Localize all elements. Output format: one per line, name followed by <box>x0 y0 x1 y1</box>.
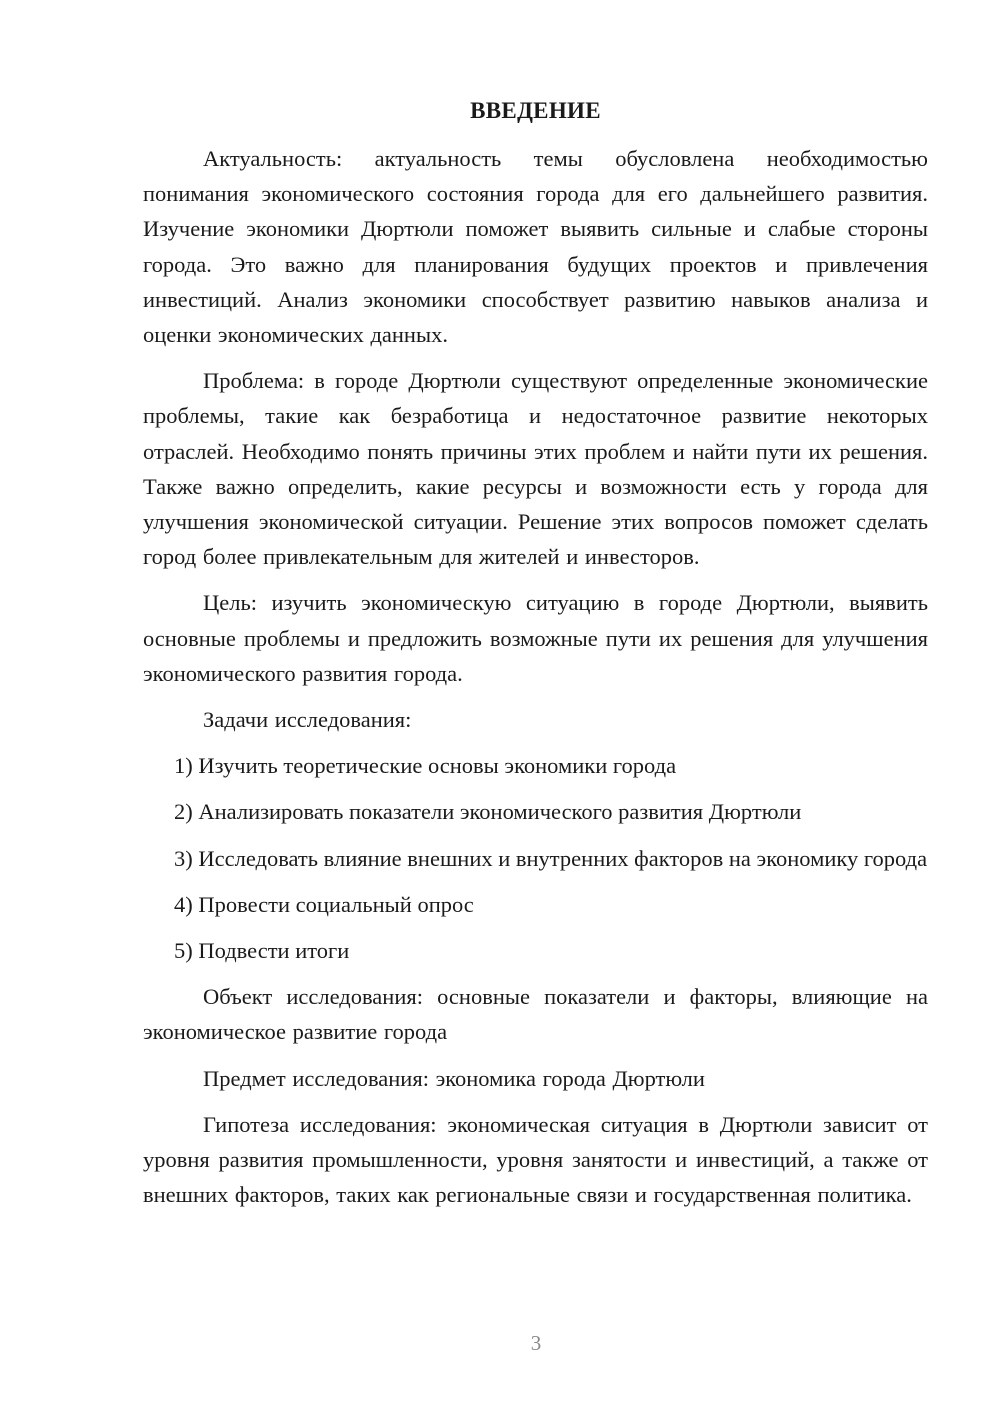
task-item-5: 5) Подвести итоги <box>174 938 350 964</box>
page-number: 3 <box>530 1331 542 1355</box>
paragraph-object: Объект исследования: основные показатели и факторы, влияющие на экономическое развитие города <box>143 984 928 1045</box>
paragraph-relevance: Актуальность: актуальность темы обусловлена необходимостью понимания экономического состояния города для его дальнейшего развития. Изучение экономики Дюртюли поможет выявить сильные и слабые стороны города. Это важно для планирования будущих проектов и привлечения инвестиций. Анализ экономики способствует развитию навыков анализа и оценки экономических данных. <box>143 146 928 348</box>
task-item-1: 1) Изучить теоретические основы экономики города <box>174 753 677 779</box>
tasks-heading: Задачи исследования: <box>203 707 412 733</box>
task-item-4: 4) Провести социальный опрос <box>174 891 474 917</box>
task-item-2: 2) Анализировать показатели экономического развития Дюртюли <box>174 799 802 825</box>
document-page <box>143 95 928 1223</box>
paragraph-subject: Предмет исследования: экономика города Дюртюли <box>203 1065 705 1091</box>
task-item-3: 3) Исследовать влияние внешних и внутренних факторов на экономику города <box>174 845 928 871</box>
paragraph-problem: Проблема: в городе Дюртюли существуют определенные экономические проблемы, такие как безработица и недостаточное развитие некоторых отраслей. Необходимо понять причины этих проблем и найти пути их решения. Также важно определить, какие ресурсы и возможности есть у города для улучшения экономической ситуации. Решение этих вопросов поможет сделать город более привлекательным для жителей и инвесторов. <box>143 368 928 570</box>
paragraph-goal: Цель: изучить экономическую ситуацию в городе Дюртюли, выявить основные проблемы и предложить возможные пути их решения для улучшения экономического развития города. <box>143 590 928 686</box>
paragraph-hypothesis: Гипотеза исследования: экономическая ситуация в Дюртюли зависит от уровня развития промышленности, уровня занятости и инвестиций, а также от внешних факторов, таких как региональные связи и государственная политика. <box>143 1111 928 1208</box>
page-title: ВВЕДЕНИЕ <box>470 98 601 123</box>
